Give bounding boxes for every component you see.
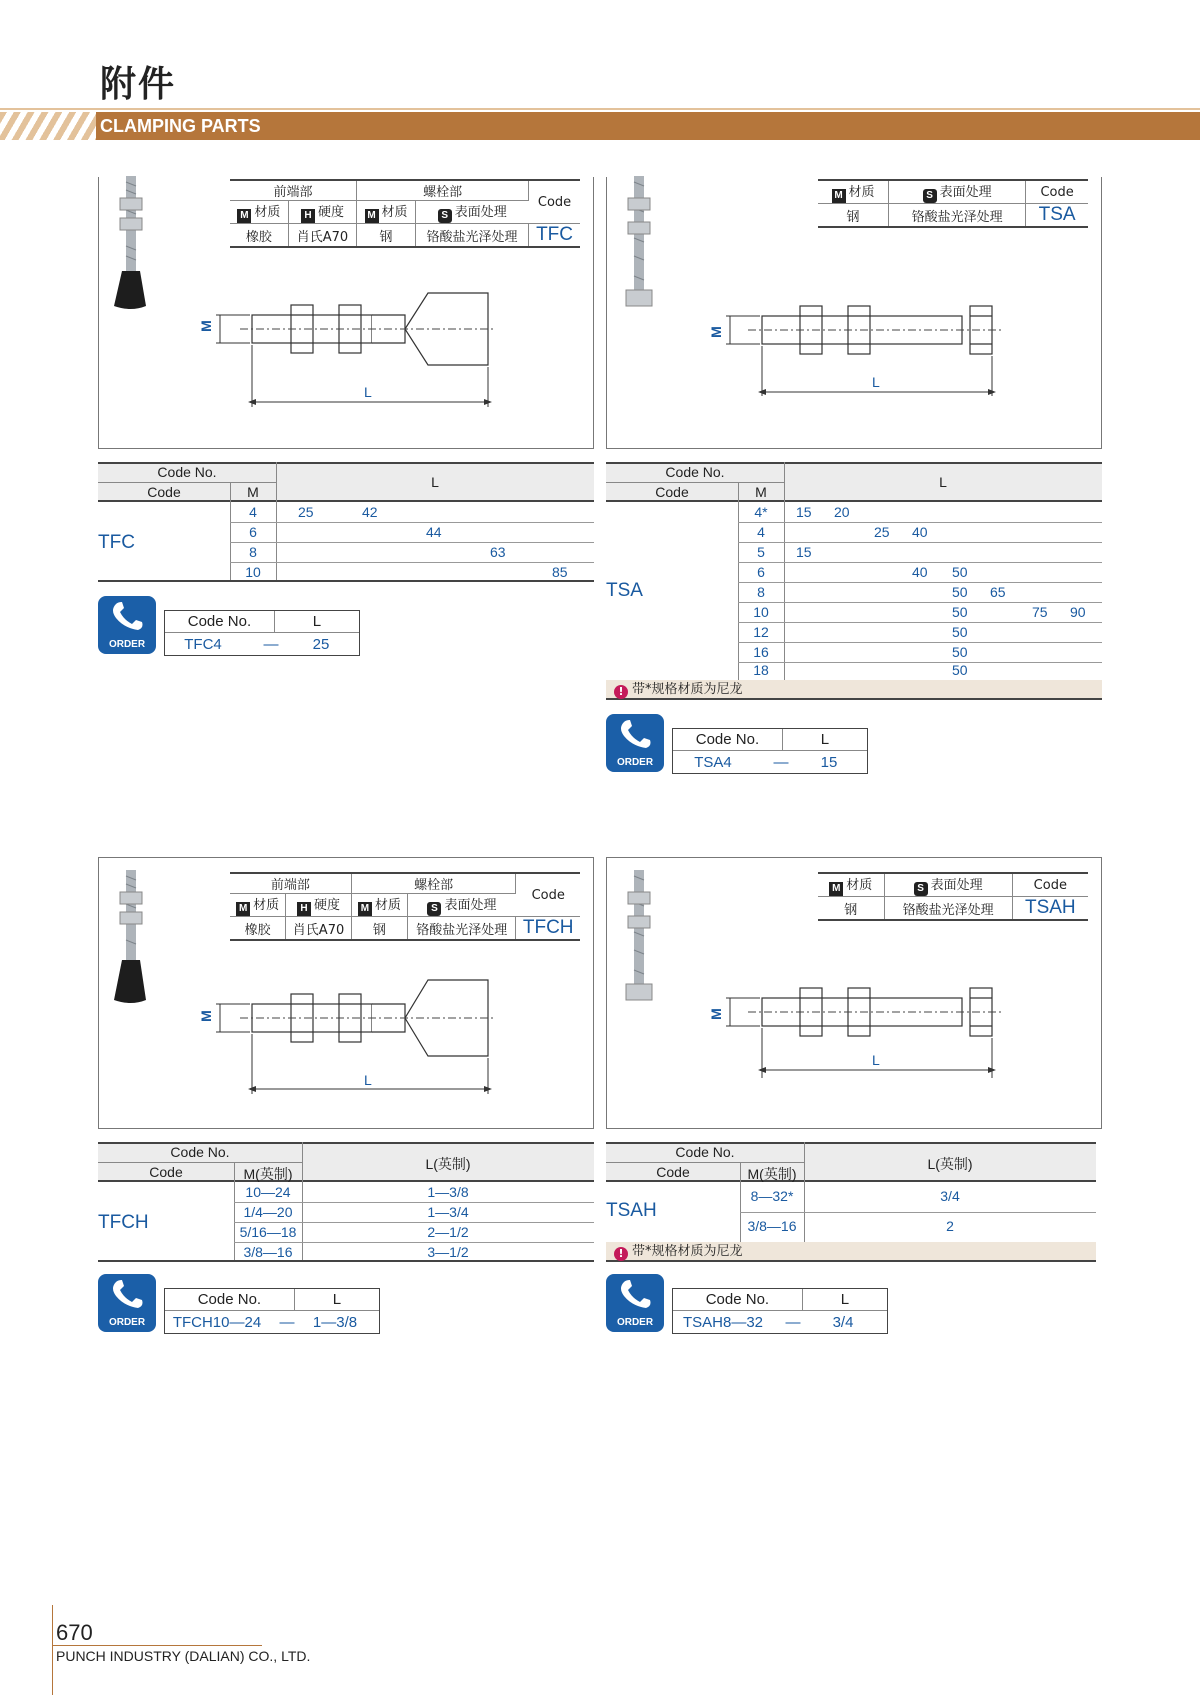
l-value: 42 — [362, 504, 378, 520]
code-no-header: Code No. — [157, 464, 217, 480]
l-value: 3/4 — [940, 1188, 960, 1204]
code-header: Code — [149, 1164, 183, 1180]
footer-rule-vertical — [52, 1605, 53, 1695]
tfch-drawing — [197, 972, 500, 1097]
product-code: TFC — [529, 224, 580, 248]
l-value: 25 — [874, 524, 890, 540]
code-header: Code — [516, 873, 580, 917]
order-icon: ORDER — [98, 596, 156, 654]
front-material: 橡胶 — [230, 917, 286, 941]
l-value: 50 — [952, 604, 968, 620]
nylon-note: ! 带*规格材质为尼龙 — [606, 1242, 1096, 1262]
nylon-note: ! 带*规格材质为尼龙 — [606, 680, 1102, 700]
surface-value: 铬酸盐光泽处理 — [408, 917, 516, 941]
order-icon: ORDER — [606, 714, 664, 772]
hardness-icon: H — [297, 902, 311, 916]
bolt-material: 钢 — [818, 204, 889, 228]
tfch-order-example: Code No. L TFCH10—24 — 1—3/8 — [164, 1288, 380, 1334]
l-value: 50 — [952, 584, 968, 600]
m-dimension-label: M — [197, 1010, 214, 1022]
material-icon: M — [365, 209, 379, 223]
m-value: 12 — [753, 624, 769, 640]
bolt-material: 钢 — [818, 897, 884, 921]
l-value: 65 — [990, 584, 1006, 600]
hardness-value: 肖氏A70 — [286, 917, 351, 941]
m-dimension-label: M — [707, 326, 724, 338]
front-header: 前端部 — [230, 873, 351, 894]
m-header: M — [247, 484, 259, 500]
surface-icon: S — [923, 189, 937, 203]
m-value: 5 — [757, 544, 765, 560]
l-value: 15 — [796, 504, 812, 520]
material-icon: M — [832, 189, 846, 203]
l-value: 15 — [796, 544, 812, 560]
m-value: 10—24 — [245, 1184, 291, 1200]
m-value: 6 — [249, 524, 257, 540]
hardness-icon: H — [301, 209, 315, 223]
l-value: 40 — [912, 564, 928, 580]
surface-value: 铬酸盐光泽处理 — [415, 224, 528, 248]
tfch-product-photo — [108, 870, 158, 1005]
m-header: M — [755, 484, 767, 500]
code-header: Code — [147, 484, 181, 500]
tsah-spec-table: M 材质 S 表面处理 Code 钢 铬酸盐光泽处理 TSAH — [818, 872, 1088, 921]
m-value: 6 — [757, 564, 765, 580]
surface-icon: S — [427, 902, 441, 916]
company-name: PUNCH INDUSTRY (DALIAN) CO., LTD. — [56, 1648, 311, 1664]
l-value: 2 — [946, 1218, 954, 1234]
l-value: 85 — [552, 564, 568, 580]
tfc-data-table — [98, 462, 594, 582]
tsah-order-example: Code No. L TSAH8—32 — 3/4 — [672, 1288, 888, 1334]
material-icon: M — [236, 902, 250, 916]
section-title: CLAMPING PARTS — [100, 116, 261, 136]
l-header: L — [431, 474, 439, 490]
l-value: 75 — [1032, 604, 1048, 620]
page-title: 附件 — [100, 64, 177, 105]
l-dimension-label: L — [872, 1052, 880, 1068]
tsa-data-table — [606, 462, 1102, 680]
tsah-drawing — [708, 982, 1008, 1082]
table-code: TSAH — [606, 1200, 657, 1221]
order-icon: ORDER — [98, 1274, 156, 1332]
product-code: TSAH — [1012, 897, 1088, 921]
tsa-drawing — [708, 300, 1008, 400]
surface-icon: S — [914, 882, 928, 896]
order-icon: ORDER — [606, 1274, 664, 1332]
m-value: 4* — [754, 504, 768, 520]
m-value: 3/8—16 — [243, 1244, 293, 1260]
tfch-data-table — [98, 1142, 594, 1262]
product-code: TSA — [1026, 204, 1088, 228]
m-dimension-label: M — [197, 320, 214, 332]
surface-value: 铬酸盐光泽处理 — [889, 204, 1026, 228]
material-icon: M — [829, 882, 843, 896]
m-value: 4 — [249, 504, 257, 520]
bolt-material: 钢 — [351, 917, 407, 941]
header-rule — [0, 108, 1200, 110]
m-dimension-label: M — [707, 1008, 724, 1020]
band-stripes — [0, 112, 96, 140]
tsah-product-photo — [616, 870, 666, 1005]
table-code: TSA — [606, 580, 643, 601]
l-dimension-label: L — [364, 384, 372, 400]
l-header: L(英制) — [927, 1156, 973, 1172]
l-dimension-label: L — [364, 1072, 372, 1088]
code-no-header: Code No. — [675, 1144, 735, 1160]
l-header: L(英制) — [425, 1156, 471, 1172]
material-icon: M — [237, 209, 251, 223]
l-value: 90 — [1070, 604, 1086, 620]
tfc-spec-table: 前端部 螺栓部 Code M 材质 H 硬度 M 材质 S 表面处理 橡胶 肖氏A70 钢 铬酸盐光泽处理 TFC — [230, 179, 580, 248]
tsa-order-example: Code No. L TSA4 — 15 — [672, 728, 868, 774]
m-value: 8 — [249, 544, 257, 560]
front-material: 橡胶 — [230, 224, 288, 248]
surface-value: 铬酸盐光泽处理 — [884, 897, 1012, 921]
code-header: Code — [655, 484, 689, 500]
m-header: M(英制) — [243, 1166, 293, 1182]
product-code: TFCH — [516, 917, 580, 941]
tfch-spec-table: 前端部 螺栓部 Code M 材质 H 硬度 M 材质 S 表面处理 橡胶 肖氏A70 钢 铬酸盐光泽处理 TFCH — [230, 872, 580, 941]
l-value: 20 — [834, 504, 850, 520]
m-value: 16 — [753, 644, 769, 660]
l-value: 63 — [490, 544, 506, 560]
code-no-header: Code No. — [665, 464, 725, 480]
m-value: 8 — [757, 584, 765, 600]
bolt-header: 螺栓部 — [357, 180, 529, 201]
table-code: TFCH — [98, 1212, 149, 1233]
l-value: 40 — [912, 524, 928, 540]
code-no-header: Code No. — [170, 1144, 230, 1160]
page-number: 670 — [56, 1620, 93, 1645]
bolt-material: 钢 — [357, 224, 416, 248]
front-header: 前端部 — [230, 180, 357, 201]
m-header: M(英制) — [747, 1166, 797, 1182]
tfc-order-example: Code No. L TFC4 — 25 — [164, 610, 360, 656]
tsah-data-table — [606, 1142, 1096, 1242]
hardness-value: 肖氏A70 — [288, 224, 356, 248]
m-value: 10 — [245, 564, 261, 580]
code-header: Code — [1026, 180, 1088, 204]
l-value: 1—3/4 — [427, 1204, 469, 1220]
m-value: 8—32* — [750, 1188, 794, 1204]
l-value: 25 — [298, 504, 314, 520]
l-value: 50 — [952, 624, 968, 640]
m-value: 5/16—18 — [239, 1224, 297, 1240]
m-value: 10 — [753, 604, 769, 620]
m-value: 1/4—20 — [243, 1204, 293, 1220]
l-value: 3—1/2 — [427, 1244, 469, 1260]
m-value: 3/8—16 — [747, 1218, 797, 1234]
l-value: 50 — [952, 564, 968, 580]
table-code: TFC — [98, 532, 135, 553]
tfc-product-photo — [108, 176, 158, 311]
tsa-spec-table: M 材质 S 表面处理 Code 钢 铬酸盐光泽处理 TSA — [818, 179, 1088, 228]
alert-icon: ! — [614, 1247, 628, 1261]
material-icon: M — [358, 902, 372, 916]
m-value: 4 — [757, 524, 765, 540]
tsa-product-photo — [616, 176, 666, 311]
code-header: Code — [529, 180, 580, 224]
l-header: L — [939, 474, 947, 490]
alert-icon: ! — [614, 685, 628, 699]
bolt-header: 螺栓部 — [351, 873, 516, 894]
l-value: 50 — [952, 644, 968, 660]
l-value: 50 — [952, 662, 968, 678]
l-value: 1—3/8 — [427, 1184, 469, 1200]
surface-icon: S — [438, 209, 452, 223]
tfc-drawing — [197, 285, 500, 410]
l-value: 44 — [426, 524, 442, 540]
code-header: Code — [656, 1164, 690, 1180]
l-dimension-label: L — [872, 374, 880, 390]
m-value: 18 — [753, 662, 769, 678]
code-header: Code — [1012, 873, 1088, 897]
l-value: 2—1/2 — [427, 1224, 469, 1240]
